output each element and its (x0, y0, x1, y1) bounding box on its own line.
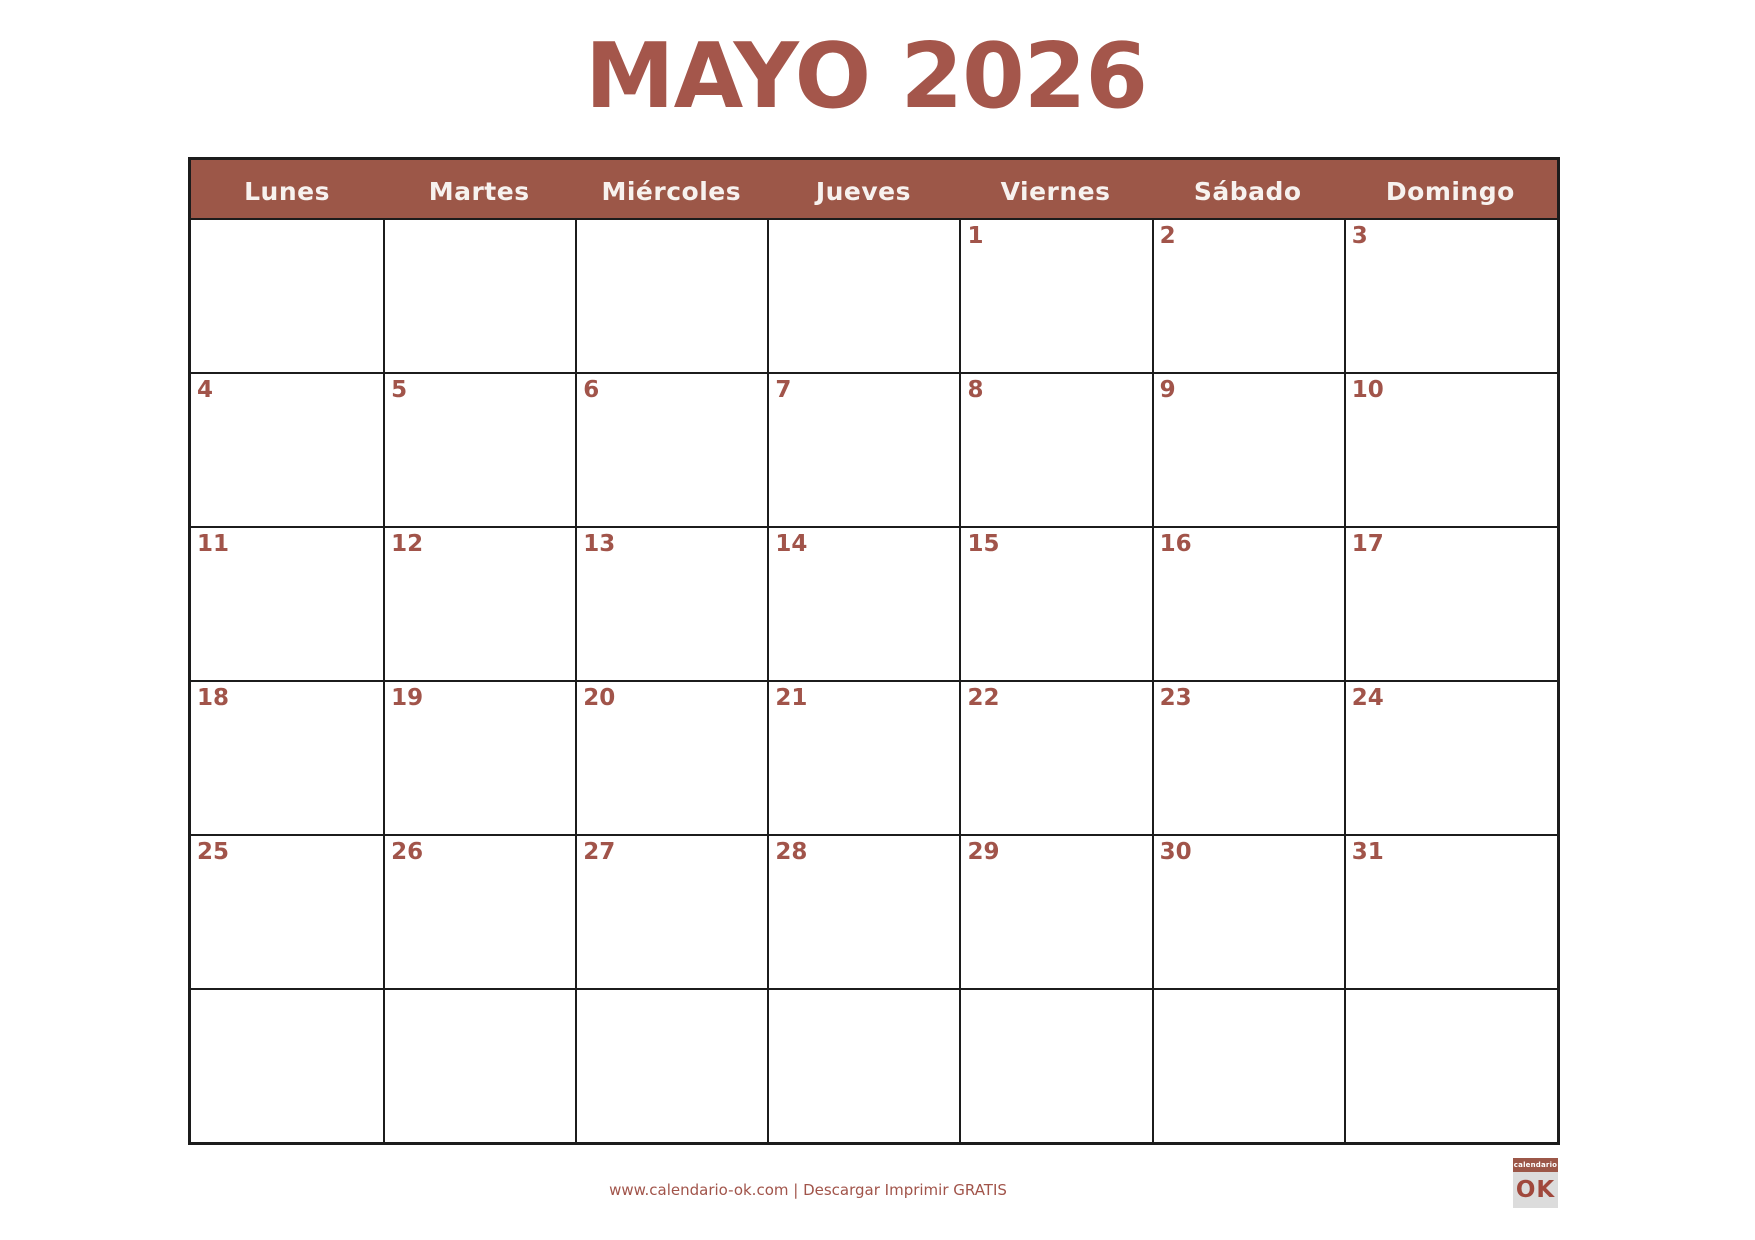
date-cell (1344, 988, 1557, 1142)
date-number: 31 (1351, 839, 1384, 865)
logo-calendario-label: calendario (1513, 1158, 1558, 1172)
date-cell (191, 988, 383, 1142)
day-header-lunes: Lunes (244, 177, 330, 206)
date-cell (575, 526, 767, 680)
date-number: 4 (197, 377, 214, 403)
date-cell (767, 988, 959, 1142)
day-header-sabado: Sábado (1193, 177, 1302, 206)
date-cell (959, 988, 1151, 1142)
date-number: 26 (391, 839, 424, 865)
date-cell (767, 372, 959, 526)
date-cell (575, 988, 767, 1142)
date-cell (1152, 372, 1344, 526)
date-number: 5 (391, 377, 408, 403)
date-number: 23 (1159, 685, 1192, 711)
date-cell (1344, 680, 1557, 834)
date-number: 28 (775, 839, 808, 865)
date-number: 11 (197, 531, 230, 557)
date-cell (959, 680, 1151, 834)
date-cell (383, 680, 575, 834)
date-number: 27 (583, 839, 616, 865)
date-cell (383, 218, 575, 372)
date-cell (1152, 834, 1344, 988)
date-number: 30 (1159, 839, 1192, 865)
calendar-grid (188, 157, 1560, 1145)
week-row (191, 218, 1557, 372)
date-cell (191, 218, 383, 372)
date-cell (1344, 372, 1557, 526)
footer-link[interactable]: www.calendario-ok.com | Descargar Imprimir GRATIS (609, 1181, 1007, 1199)
logo-ok-label: OK (1513, 1172, 1558, 1208)
date-number: 15 (967, 531, 1000, 557)
date-number: 20 (583, 685, 616, 711)
date-number: 13 (583, 531, 616, 557)
date-cell (1344, 834, 1557, 988)
calendar-title: MAYO 2026 (585, 24, 1147, 129)
week-row (191, 988, 1557, 1142)
date-cell (575, 218, 767, 372)
date-number: 25 (197, 839, 230, 865)
date-cell (767, 526, 959, 680)
date-number: 8 (967, 377, 984, 403)
date-cell (1152, 218, 1344, 372)
date-number: 10 (1351, 377, 1384, 403)
date-number: 16 (1159, 531, 1192, 557)
date-cell (383, 372, 575, 526)
day-header-miercoles: Miércoles (601, 177, 742, 206)
date-cell (191, 834, 383, 988)
date-cell (383, 988, 575, 1142)
date-number: 1 (967, 223, 984, 249)
date-cell (767, 680, 959, 834)
date-cell (959, 526, 1151, 680)
date-number: 9 (1159, 377, 1176, 403)
date-number: 19 (391, 685, 424, 711)
site-logo (1513, 1158, 1558, 1208)
week-row (191, 680, 1557, 834)
date-cell (191, 372, 383, 526)
date-number: 24 (1351, 685, 1384, 711)
week-row (191, 834, 1557, 988)
date-cell (1152, 680, 1344, 834)
date-number: 29 (967, 839, 1000, 865)
date-number: 2 (1159, 223, 1176, 249)
date-cell (1344, 526, 1557, 680)
day-header-martes: Martes (428, 177, 530, 206)
date-number: 14 (775, 531, 808, 557)
week-row (191, 526, 1557, 680)
date-cell (959, 372, 1151, 526)
date-number: 21 (775, 685, 808, 711)
week-row (191, 372, 1557, 526)
date-number: 17 (1351, 531, 1384, 557)
date-cell (575, 834, 767, 988)
weekday-header-row (191, 160, 1557, 218)
day-header-viernes: Viernes (1000, 177, 1111, 206)
date-cell (191, 680, 383, 834)
date-cell (191, 526, 383, 680)
date-cell (767, 834, 959, 988)
date-number: 6 (583, 377, 600, 403)
date-number: 22 (967, 685, 1000, 711)
date-cell (575, 680, 767, 834)
date-cell (575, 372, 767, 526)
date-cell (1344, 218, 1557, 372)
date-cell (959, 834, 1151, 988)
date-cell (959, 218, 1151, 372)
date-cell (383, 526, 575, 680)
date-cell (1152, 988, 1344, 1142)
date-number: 18 (197, 685, 230, 711)
date-number: 3 (1351, 223, 1368, 249)
date-number: 7 (775, 377, 792, 403)
date-number: 12 (391, 531, 424, 557)
date-cell (383, 834, 575, 988)
day-header-domingo: Domingo (1385, 177, 1515, 206)
date-cell (1152, 526, 1344, 680)
day-header-jueves: Jueves (815, 177, 912, 206)
date-cell (767, 218, 959, 372)
